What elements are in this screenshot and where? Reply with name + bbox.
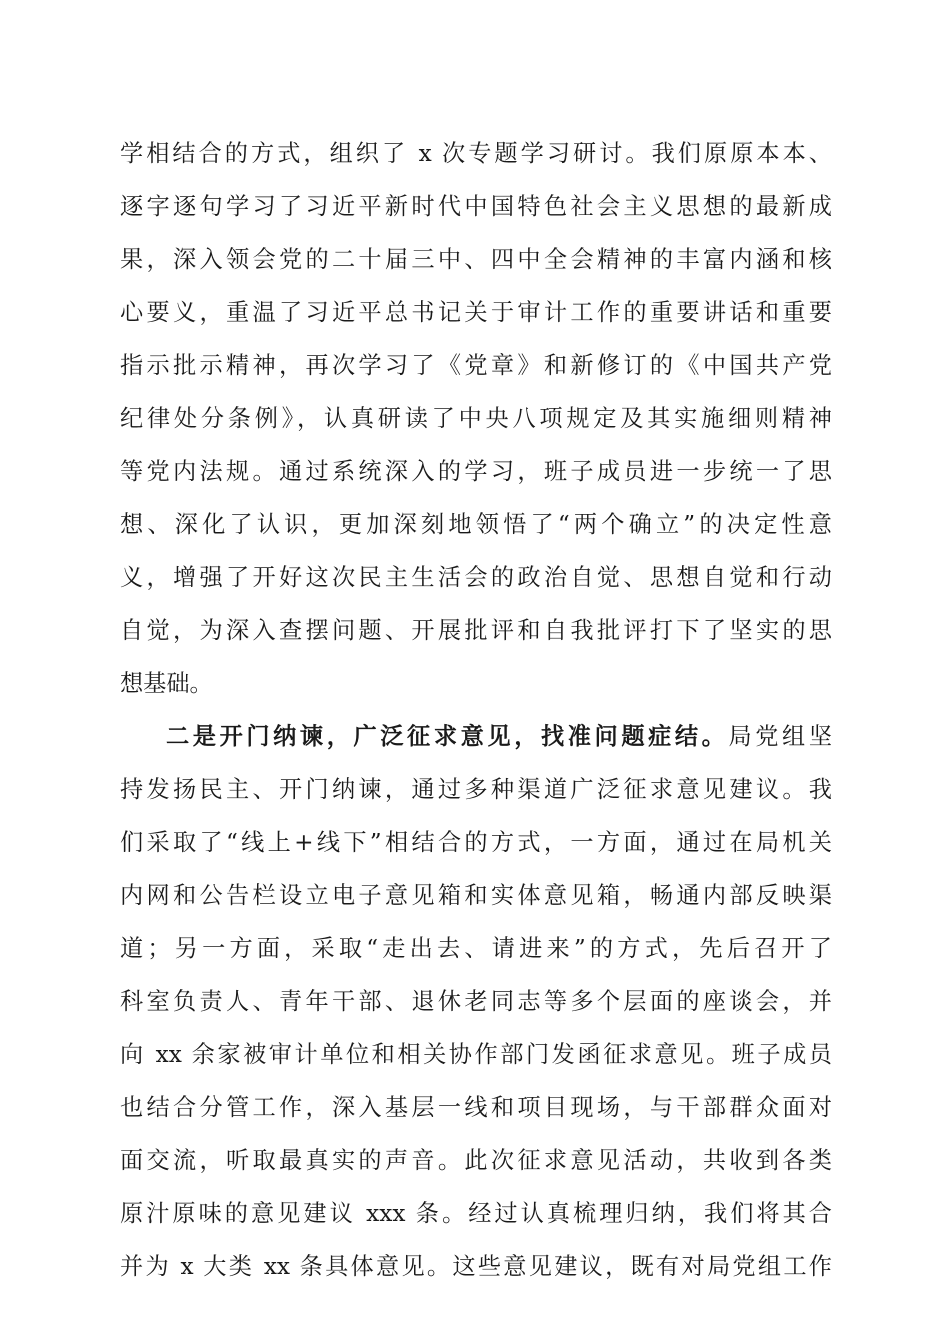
text-line: 心要义，重温了习近平总书记关于审计工作的重要讲话和重要	[120, 299, 832, 326]
text-line: 们采取了“线上+线下”相结合的方式，一方面，通过在局机关	[120, 829, 832, 856]
text-line: 也结合分管工作，深入基层一线和项目现场，与干部群众面对	[120, 1094, 832, 1121]
text-line: 道；另一方面，采取“走出去、请进来”的方式，先后召开了	[120, 935, 832, 962]
text-line: 义，增强了开好这次民主生活会的政治自觉、思想自觉和行动	[120, 564, 832, 591]
text-line: 想、深化了认识，更加深刻地领悟了“两个确立”的决定性意	[120, 511, 832, 538]
text-line: 纪律处分条例》，认真研读了中央八项规定及其实施细则精神	[120, 405, 832, 432]
paragraph-first-line	[166, 715, 832, 759]
text-line: 逐字逐句学习了习近平新时代中国特色社会主义思想的最新成	[120, 193, 832, 220]
text-line: 学相结合的方式，组织了 x 次专题学习研讨。我们原原本本、	[120, 140, 832, 167]
text-line: 想基础。	[120, 670, 213, 697]
text-line: 自觉，为深入查摆问题、开展批评和自我批评打下了坚实的思	[120, 617, 832, 644]
text-line: 果，深入领会党的二十届三中、四中全会精神的丰富内涵和核	[120, 246, 832, 273]
text-line: 等党内法规。通过系统深入的学习，班子成员进一步统一了思	[120, 458, 832, 485]
text-line: 内网和公告栏设立电子意见箱和实体意见箱，畅通内部反映渠	[120, 882, 832, 909]
text-line: 并为 x 大类 xx 条具体意见。这些意见建议，既有对局党组工作	[120, 1253, 832, 1280]
text-line: 面交流，听取最真实的声音。此次征求意见活动，共收到各类	[120, 1147, 832, 1174]
text-line: 指示批示精神，再次学习了《党章》和新修订的《中国共产党	[120, 352, 832, 379]
text-line: 原汁原味的意见建议 xxx 条。经过认真梳理归纳，我们将其合	[120, 1200, 832, 1227]
text-line: 持发扬民主、开门纳谏，通过多种渠道广泛征求意见建议。我	[120, 776, 832, 803]
text-line: 向 xx 余家被审计单位和相关协作部门发函征求意见。班子成员	[120, 1041, 832, 1068]
text-line: 科室负责人、青年干部、退休老同志等多个层面的座谈会，并	[120, 988, 832, 1015]
paragraph-heading: 二是开门纳谏，广泛征求意见，找准问题症结。	[166, 723, 729, 750]
paragraph-lead-text: 局党组坚	[728, 723, 833, 750]
